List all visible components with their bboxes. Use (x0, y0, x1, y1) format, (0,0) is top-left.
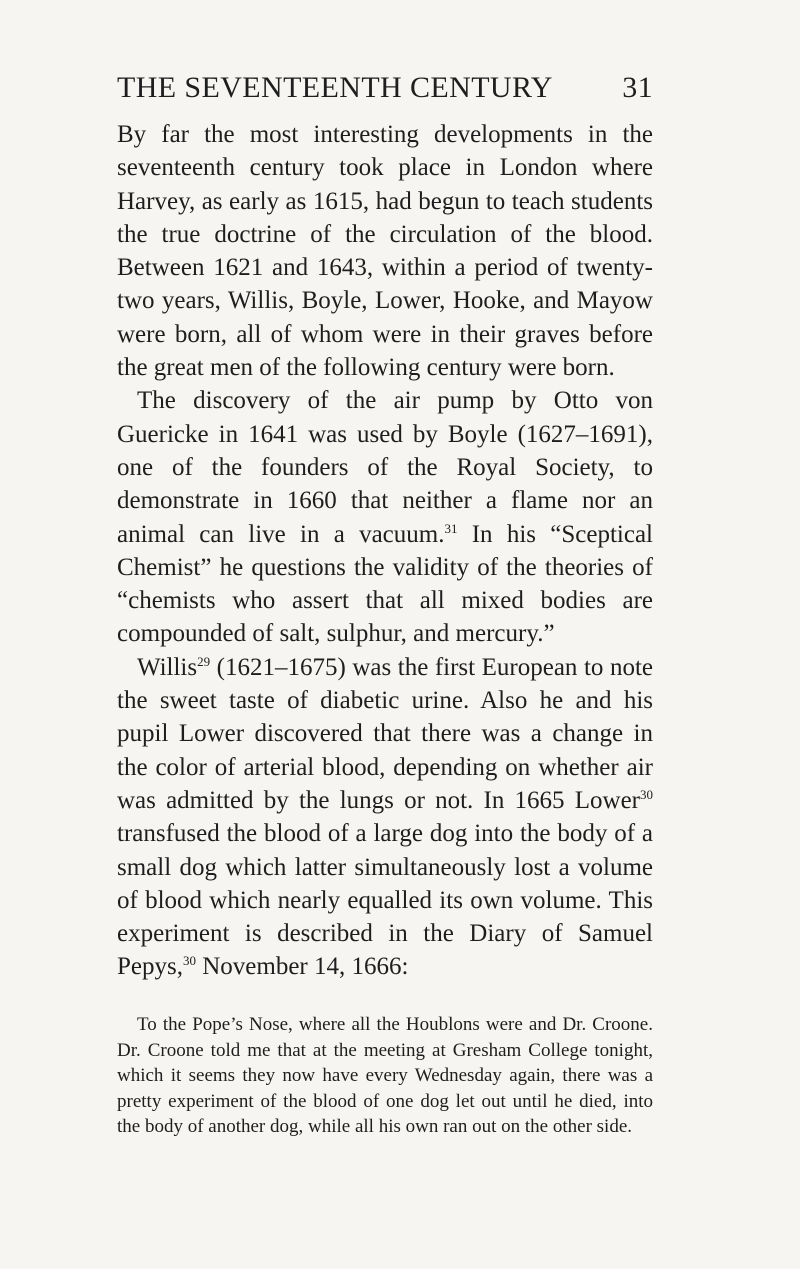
body-text (117, 118, 653, 984)
paragraph-3-text: November 14, 1666: (195, 953, 409, 981)
paragraph-2 (117, 384, 653, 650)
paragraph-3-text: transfused the blood of a large dog into the body of a small dog which latter simultaneously lost a volume of blood which nearly equalled its own volume. This experiment is described in the Diary of Samuel Pepys, (117, 820, 653, 981)
page-number: 31 (622, 71, 653, 104)
block-quote: To the Pope’s Nose, where all the Houblons were and Dr. Croone. Dr. Croone told me that at the meeting at Gresham College tonight, which it seems they now have every Wednesday again, there was a pretty experiment of the blood of one dog let out until he died, into the body of another dog, while all his own ran out on the other side. (117, 1014, 653, 1137)
chapter-title: THE SEVENTEENTH CENTURY (117, 71, 553, 104)
paragraph-3 (117, 651, 653, 984)
paragraph-3-text: Willis (137, 653, 198, 681)
footnote-ref: 30 (640, 786, 653, 802)
paragraph-3-text: (1621–1675) was the first European to note the sweet taste of diabetic urine. Also he and his pupil Lower discovered that there was a change in the color of arterial blood, depending on whether air was admitted by the lungs or not. In 1665 Lower (117, 653, 653, 814)
paragraph-2-text: The discovery of the air pump by Otto von Guericke in 1641 was used by Boyle (1627–1691), one of the founders of the Royal Society, to demonstrate in 1660 that neither a flame nor an animal can live in a vacuum. (117, 387, 653, 548)
footnote-ref: 31 (444, 520, 458, 536)
footnote-ref: 30 (182, 953, 196, 969)
footnote-ref: 29 (197, 653, 211, 669)
paragraph-2-text: In his “Sceptical Chemist” he questions the validity of the theories of “chemists who assert that all mixed bodies are compounded of salt, sulphur, and mercury.” (117, 520, 653, 648)
paragraph-1-text: By far the most interesting developments in the seventeenth century took place in London where Harvey, as early as 1615, had begun to teach students the true doctrine of the circulation of the blood. Between 1621 and 1643, within a period of twenty-two years, Willis, Boyle, Lower, Hooke, and Mayow were born, all of whom were in their graves before the great men of the following century were born. (117, 121, 653, 382)
paragraph-1 (117, 118, 653, 384)
